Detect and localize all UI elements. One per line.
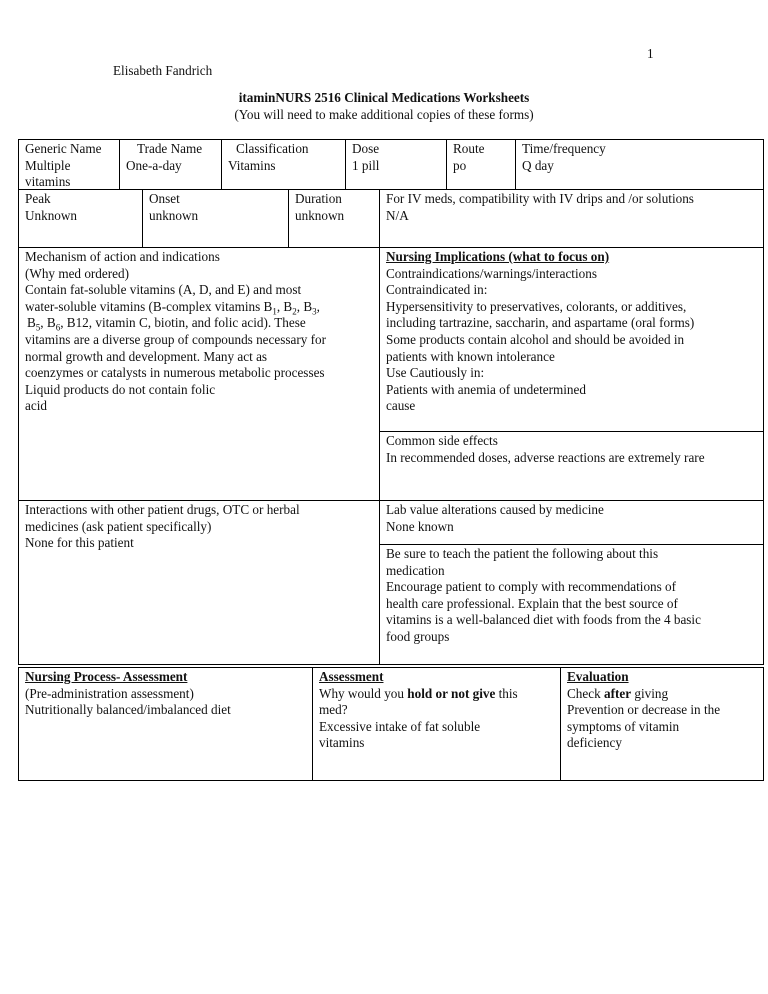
iv-compatibility-value: N/A (386, 207, 409, 223)
nursing-implications-label: Nursing Implications (what to focus on) (386, 249, 610, 264)
side-effects-value: In recommended doses, adverse reactions are extremely rare (386, 449, 705, 465)
implication-line: Contraindicated in: (386, 282, 488, 298)
mechanism-line: coenzymes or catalysts in numerous metabolic processes (25, 365, 325, 381)
lab-values-value: None known (386, 518, 454, 534)
time-frequency-cell (515, 139, 764, 190)
generic-name-value-2: vitamins (25, 174, 71, 190)
route-value: po (453, 157, 467, 173)
nursing-implications-cell (379, 247, 764, 432)
route-cell (446, 139, 516, 190)
implication-line: Patients with anemia of undetermined (386, 381, 586, 397)
trade-name-label: Trade Name (137, 141, 203, 156)
onset-label: Onset (149, 191, 180, 206)
evaluation-line: deficiency (567, 735, 622, 751)
nursing-process-cell (18, 667, 313, 781)
generic-name-label: Generic Name (25, 141, 102, 156)
dose-label: Dose (352, 141, 380, 156)
classification-value: Vitamins (228, 157, 276, 173)
mechanism-line: Liquid products do not contain folic (25, 381, 216, 397)
assessment-cell (312, 667, 561, 781)
interactions-label: Interactions with other patient drugs, OTC or herbal (25, 502, 300, 517)
teaching-line: food groups (386, 628, 450, 644)
onset-cell (142, 189, 289, 248)
teaching-line: vitamins is a well-balanced diet with foods from the 4 basic (386, 612, 701, 628)
lab-values-cell (379, 500, 764, 545)
mechanism-label: Mechanism of action and indications (25, 249, 220, 264)
mechanism-line: vitamins are a diverse group of compounds necessary for (25, 331, 327, 347)
assessment-line: Excessive intake of fat soluble (319, 718, 481, 734)
trade-name-cell (119, 139, 222, 190)
implication-line: Use Cautiously in: (386, 365, 485, 381)
time-frequency-label: Time/frequency (522, 141, 606, 156)
teaching-line: Encourage patient to comply with recommendations of (386, 579, 677, 595)
evaluation-cell (560, 667, 764, 781)
dose-value: 1 pill (352, 157, 380, 173)
interactions-value: None for this patient (25, 535, 134, 551)
generic-name-cell (18, 139, 120, 190)
trade-name-value: One-a-day (126, 157, 182, 173)
evaluation-check: Check after giving (567, 685, 669, 701)
classification-cell (221, 139, 346, 190)
implication-line: Contraindications/warnings/interactions (386, 265, 597, 281)
route-label: Route (453, 141, 485, 156)
nursing-process-line: (Pre-administration assessment) (25, 685, 194, 701)
author-name: Elisabeth Fandrich (113, 63, 213, 78)
assessment-question: Why would you hold or not give this (319, 685, 518, 701)
implication-line: cause (386, 398, 416, 414)
mechanism-line: acid (25, 398, 47, 414)
assessment-line: vitamins (319, 735, 365, 751)
teaching-line: Be sure to teach the patient the following about this (386, 546, 659, 561)
lab-values-label: Lab value alterations caused by medicine (386, 502, 604, 517)
interactions-sublabel: medicines (ask patient specifically) (25, 518, 212, 534)
onset-value: unknown (149, 207, 199, 223)
nursing-process-label: Nursing Process- Assessment (25, 669, 188, 684)
mechanism-sublabel: (Why med ordered) (25, 265, 129, 281)
time-frequency-value: Q day (522, 157, 554, 173)
peak-label: Peak (25, 191, 51, 206)
iv-compatibility-label: For IV meds, compatibility with IV drips and /or solutions (386, 191, 694, 206)
implication-line: Hypersensitivity to preservatives, colorants, or additives, (386, 298, 687, 314)
peak-value: Unknown (25, 207, 78, 223)
dose-cell (345, 139, 447, 190)
duration-label: Duration (295, 191, 342, 206)
teaching-line: medication (386, 562, 445, 578)
evaluation-label: Evaluation (567, 669, 629, 684)
iv-compatibility-cell (379, 189, 764, 248)
duration-cell (288, 189, 380, 248)
evaluation-line: symptoms of vitamin (567, 718, 680, 734)
implication-line: patients with known intolerance (386, 348, 555, 364)
implication-line: including tartrazine, saccharin, and aspartame (oral forms) (386, 315, 695, 331)
assessment-question-end: med? (319, 702, 348, 718)
side-effects-cell (379, 431, 764, 501)
evaluation-line: Prevention or decrease in the (567, 702, 721, 718)
mechanism-line: Contain fat-soluble vitamins (A, D, and E) and most (25, 282, 302, 298)
mechanism-line: $B_5$, $B_6$, B12, vitamin C, biotin, and folic acid). These (27, 315, 306, 334)
peak-cell (18, 189, 143, 248)
worksheet-subtitle: (You will need to make additional copies of these forms) (234, 107, 534, 122)
classification-label: Classification (236, 141, 309, 156)
patient-teaching-cell (379, 544, 764, 665)
assessment-label: Assessment (319, 669, 384, 684)
side-effects-label: Common side effects (386, 433, 498, 448)
mechanism-cell (18, 247, 380, 501)
mechanism-line: water-soluble vitamins (B-complex vitamins $B_1$, $B_2$, $B_3$, (25, 298, 320, 317)
mechanism-line: normal growth and development. Many act as (25, 348, 268, 364)
teaching-line: health care professional. Explain that the best source of (386, 595, 678, 611)
generic-name-value-1: Multiple (25, 157, 71, 173)
nursing-process-line: Nutritionally balanced/imbalanced diet (25, 702, 231, 718)
duration-value: unknown (295, 207, 345, 223)
worksheet-title: itaminNURS 2516 Clinical Medications Worksheets (238, 90, 530, 105)
interactions-cell (18, 500, 380, 665)
implication-line: Some products contain alcohol and should be avoided in (386, 331, 685, 347)
page-number: 1 (647, 46, 654, 61)
